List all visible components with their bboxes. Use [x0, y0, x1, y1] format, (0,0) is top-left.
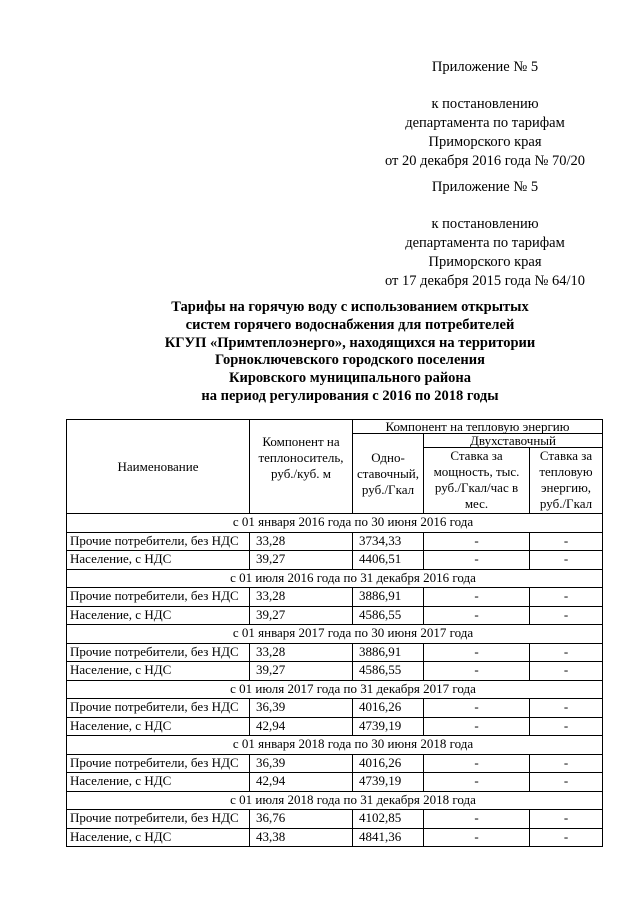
period-label: с 01 июля 2017 года по 31 декабря 2017 года — [67, 680, 603, 699]
cell-consumer-name: Прочие потребители, без НДС — [67, 532, 250, 551]
cell-energy-rate-value: - — [530, 699, 603, 718]
cell-capacity-rate-value: - — [424, 643, 530, 662]
table-body — [67, 514, 603, 847]
table-header — [67, 420, 603, 514]
period-row — [67, 736, 603, 755]
period-label: с 01 января 2016 года по 30 июня 2016 года — [67, 514, 603, 533]
period-row — [67, 680, 603, 699]
period-row — [67, 625, 603, 644]
cell-capacity-rate-value: - — [424, 699, 530, 718]
cell-carrier-value: 39,27 — [250, 551, 353, 570]
cell-carrier-value: 36,76 — [250, 810, 353, 829]
cell-carrier-value: 36,39 — [250, 754, 353, 773]
header-energy-rate: Ставка за тепловую энергию, руб./Гкал — [530, 448, 603, 514]
period-row — [67, 791, 603, 810]
cell-single-rate-value: 4586,55 — [353, 662, 424, 681]
table-row — [67, 662, 603, 681]
cell-consumer-name: Население, с НДС — [67, 606, 250, 625]
table-row — [67, 773, 603, 792]
cell-single-rate-value: 4406,51 — [353, 551, 424, 570]
cell-consumer-name: Население, с НДС — [67, 828, 250, 847]
table-row — [67, 551, 603, 570]
header-thermal-group: Компонент на тепловую энергию — [353, 420, 603, 434]
cell-single-rate-value: 4739,19 — [353, 717, 424, 736]
cell-carrier-value: 36,39 — [250, 699, 353, 718]
header-two-rate: Двухставочный — [424, 434, 603, 448]
cell-carrier-value: 43,38 — [250, 828, 353, 847]
table-row — [67, 606, 603, 625]
appendix-line: к постановлению — [431, 96, 539, 112]
appendix-line: от 17 декабря 2015 года № 64/10 — [384, 273, 586, 289]
cell-energy-rate-value: - — [530, 810, 603, 829]
period-label: с 01 января 2017 года по 30 июня 2017 года — [67, 625, 603, 644]
appendix-previous-block — [370, 178, 600, 291]
tariff-table — [66, 419, 603, 847]
cell-capacity-rate-value: - — [424, 810, 530, 829]
cell-consumer-name: Прочие потребители, без НДС — [67, 643, 250, 662]
cell-single-rate-value: 4016,26 — [353, 699, 424, 718]
cell-single-rate-value: 3886,91 — [353, 643, 424, 662]
appendix-line: департамента по тарифам — [405, 115, 565, 131]
cell-energy-rate-value: - — [530, 717, 603, 736]
cell-energy-rate-value: - — [530, 588, 603, 607]
cell-energy-rate-value: - — [530, 606, 603, 625]
table-row — [67, 810, 603, 829]
header-carrier: Компонент на теплоноситель, руб./куб. м — [250, 420, 353, 514]
title-line: Тарифы на горячую воду с использованием открытых — [171, 299, 529, 315]
cell-consumer-name: Прочие потребители, без НДС — [67, 810, 250, 829]
cell-energy-rate-value: - — [530, 532, 603, 551]
appendix-line: Приморского края — [428, 254, 542, 270]
cell-energy-rate-value: - — [530, 828, 603, 847]
table-row — [67, 754, 603, 773]
cell-energy-rate-value: - — [530, 773, 603, 792]
cell-capacity-rate-value: - — [424, 717, 530, 736]
period-label: с 01 января 2018 года по 30 июня 2018 года — [67, 736, 603, 755]
table-row — [67, 828, 603, 847]
title-line: Горноключевского городского поселения — [215, 352, 485, 369]
cell-consumer-name: Прочие потребители, без НДС — [67, 588, 250, 607]
cell-single-rate-value: 4739,19 — [353, 773, 424, 792]
appendix-line: от 20 декабря 2016 года № 70/20 — [384, 153, 586, 169]
cell-single-rate-value: 4016,26 — [353, 754, 424, 773]
cell-carrier-value: 33,28 — [250, 643, 353, 662]
cell-capacity-rate-value: - — [424, 773, 530, 792]
cell-carrier-value: 39,27 — [250, 662, 353, 681]
cell-capacity-rate-value: - — [424, 606, 530, 625]
appendix-line: Приморского края — [428, 134, 542, 150]
header-single-rate: Одно-ставочный, руб./Гкал — [353, 434, 424, 514]
period-row — [67, 569, 603, 588]
table-row — [67, 588, 603, 607]
cell-consumer-name: Население, с НДС — [67, 773, 250, 792]
cell-consumer-name: Прочие потребители, без НДС — [67, 699, 250, 718]
cell-carrier-value: 33,28 — [250, 532, 353, 551]
appendix-title: Приложение № 5 — [431, 59, 539, 75]
title-line: Кировского муниципального района — [228, 370, 472, 387]
cell-carrier-value: 33,28 — [250, 588, 353, 607]
cell-consumer-name: Население, с НДС — [67, 551, 250, 570]
cell-capacity-rate-value: - — [424, 551, 530, 570]
cell-single-rate-value: 4586,55 — [353, 606, 424, 625]
cell-capacity-rate-value: - — [424, 754, 530, 773]
cell-capacity-rate-value: - — [424, 588, 530, 607]
header-name: Наименование — [67, 420, 250, 514]
title-line: систем горячего водоснабжения для потребителей — [185, 316, 515, 333]
cell-single-rate-value: 3886,91 — [353, 588, 424, 607]
cell-carrier-value: 42,94 — [250, 773, 353, 792]
cell-capacity-rate-value: - — [424, 828, 530, 847]
table-row — [67, 532, 603, 551]
appendix-line: департамента по тарифам — [405, 235, 565, 251]
period-label: с 01 июля 2018 года по 31 декабря 2018 года — [67, 791, 603, 810]
period-label: с 01 июля 2016 года по 31 декабря 2016 года — [67, 569, 603, 588]
appendix-line: к постановлению — [431, 216, 539, 232]
cell-consumer-name: Население, с НДС — [67, 717, 250, 736]
cell-capacity-rate-value: - — [424, 532, 530, 551]
cell-single-rate-value: 3734,33 — [353, 532, 424, 551]
cell-energy-rate-value: - — [530, 754, 603, 773]
appendix-current-block — [370, 58, 600, 171]
table-row — [67, 643, 603, 662]
document-title — [60, 299, 640, 406]
table-row — [67, 717, 603, 736]
cell-carrier-value: 39,27 — [250, 606, 353, 625]
table-row — [67, 699, 603, 718]
cell-single-rate-value: 4102,85 — [353, 810, 424, 829]
cell-carrier-value: 42,94 — [250, 717, 353, 736]
cell-capacity-rate-value: - — [424, 662, 530, 681]
cell-energy-rate-value: - — [530, 643, 603, 662]
cell-energy-rate-value: - — [530, 662, 603, 681]
cell-single-rate-value: 4841,36 — [353, 828, 424, 847]
cell-consumer-name: Население, с НДС — [67, 662, 250, 681]
appendix-title: Приложение № 5 — [431, 179, 539, 195]
cell-energy-rate-value: - — [530, 551, 603, 570]
title-line: КГУП «Примтеплоэнерго», находящихся на территории — [164, 334, 536, 351]
header-capacity-rate: Ставка за мощность, тыс. руб./Гкал/час в мес. — [424, 448, 530, 514]
period-row — [67, 514, 603, 533]
cell-consumer-name: Прочие потребители, без НДС — [67, 754, 250, 773]
title-line: на период регулирования с 2016 по 2018 годы — [201, 387, 499, 404]
